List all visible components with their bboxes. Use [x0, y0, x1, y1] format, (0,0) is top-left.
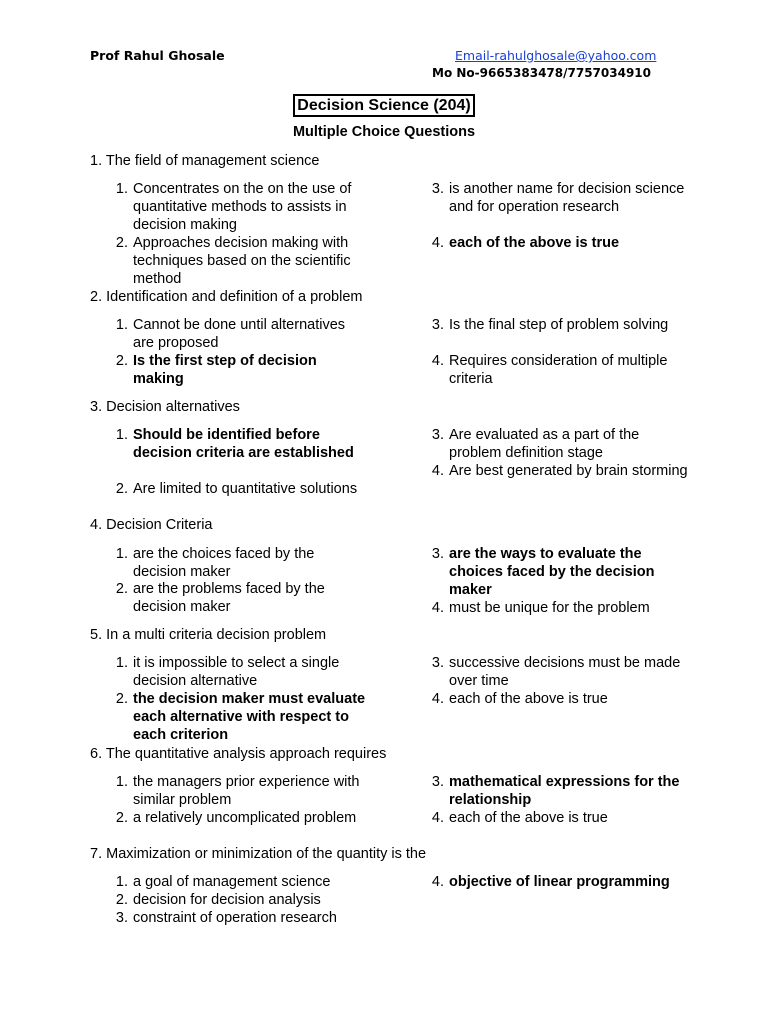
option-text: Are best generated by brain storming: [449, 463, 688, 479]
option-text: decision for decision analysis: [133, 892, 321, 908]
option-text: are the choices faced by the decision maker: [133, 546, 315, 580]
title-container: [0, 94, 768, 117]
option-text: it is impossible to select a single decision alternative: [133, 655, 340, 689]
option-text: are the problems faced by the decision maker: [133, 581, 325, 615]
option-number: 4.: [431, 353, 444, 369]
option-number: 4.: [431, 691, 444, 707]
option-text: are the ways to evaluate the choices faced by the decision maker: [449, 546, 655, 598]
option-number: 3.: [431, 546, 444, 562]
option-number: 2.: [115, 235, 128, 251]
option-number: 3.: [115, 910, 128, 926]
option-number: 1.: [115, 181, 128, 197]
option-text: the managers prior experience with similar problem: [133, 774, 360, 808]
option-number: 3.: [431, 774, 444, 790]
option-text: Is the final step of problem solving: [449, 317, 669, 333]
option-number: 3.: [431, 427, 444, 443]
option-text: successive decisions must be made over time: [449, 655, 681, 689]
option-text: constraint of operation research: [133, 910, 337, 926]
option-number: 1.: [115, 874, 128, 890]
question-7-text: 7. Maximization or minimization of the quantity is the: [90, 846, 427, 862]
option-text: Is the first step of decision making: [133, 353, 317, 387]
option-number: 2.: [115, 581, 128, 597]
option-number: 2.: [115, 353, 128, 369]
option-number: 2.: [115, 691, 128, 707]
author-name: Prof Rahul Ghosale: [90, 48, 225, 63]
question-6-text: 6. The quantitative analysis approach requires: [90, 746, 387, 762]
option-number: 4.: [431, 600, 444, 616]
option-number: 1.: [115, 546, 128, 562]
option-text: the decision maker must evaluate each alternative with respect to each criterion: [133, 691, 366, 743]
question-4-text: 4. Decision Criteria: [90, 517, 213, 533]
question-1-text: 1. The field of management science: [90, 153, 320, 169]
option-text: a goal of management science: [133, 874, 331, 890]
question-5-text: 5. In a multi criteria decision problem: [90, 627, 327, 643]
question-3-text: 3. Decision alternatives: [90, 399, 240, 415]
option-number: 2.: [115, 481, 128, 497]
option-number: 1.: [115, 774, 128, 790]
option-text: Cannot be done until alternatives are proposed: [133, 317, 346, 351]
option-text: objective of linear programming: [449, 874, 670, 890]
option-number: 4.: [431, 874, 444, 890]
option-number: 4.: [431, 810, 444, 826]
question-2-text: 2. Identification and definition of a problem: [90, 289, 363, 305]
option-number: 4.: [431, 463, 444, 479]
email-link[interactable]: Email-rahulghosale@yahoo.com: [455, 48, 657, 63]
option-text: each of the above is true: [449, 235, 620, 251]
option-text: is another name for decision science and for operation research: [449, 181, 685, 215]
option-text: mathematical expressions for the relationship: [449, 774, 680, 808]
option-number: 3.: [431, 655, 444, 671]
option-text: Requires consideration of multiple criteria: [449, 353, 668, 387]
option-text: each of the above is true: [449, 810, 608, 826]
option-text: Approaches decision making with techniques based on the scientific method: [133, 235, 351, 287]
option-number: 4.: [431, 235, 444, 251]
option-text: each of the above is true: [449, 691, 608, 707]
option-text: Should be identified before decision criteria are established: [133, 427, 354, 461]
option-number: 1.: [115, 317, 128, 333]
option-number: 2.: [115, 810, 128, 826]
option-number: 2.: [115, 892, 128, 908]
option-number: 3.: [431, 181, 444, 197]
option-text: Concentrates on the on the use of quantitative methods to assists in decision making: [133, 181, 352, 233]
option-text: Are limited to quantitative solutions: [133, 481, 358, 497]
option-text: must be unique for the problem: [449, 600, 650, 616]
document-subtitle: Multiple Choice Questions: [292, 124, 476, 140]
option-number: 1.: [115, 655, 128, 671]
phone-number: Mo No-9665383478/7757034910: [432, 66, 652, 80]
option-text: Are evaluated as a part of the problem definition stage: [449, 427, 640, 461]
option-number: 3.: [431, 317, 444, 333]
document-title: Decision Science (204): [293, 94, 474, 117]
option-number: 1.: [115, 427, 128, 443]
option-text: a relatively uncomplicated problem: [133, 810, 357, 826]
